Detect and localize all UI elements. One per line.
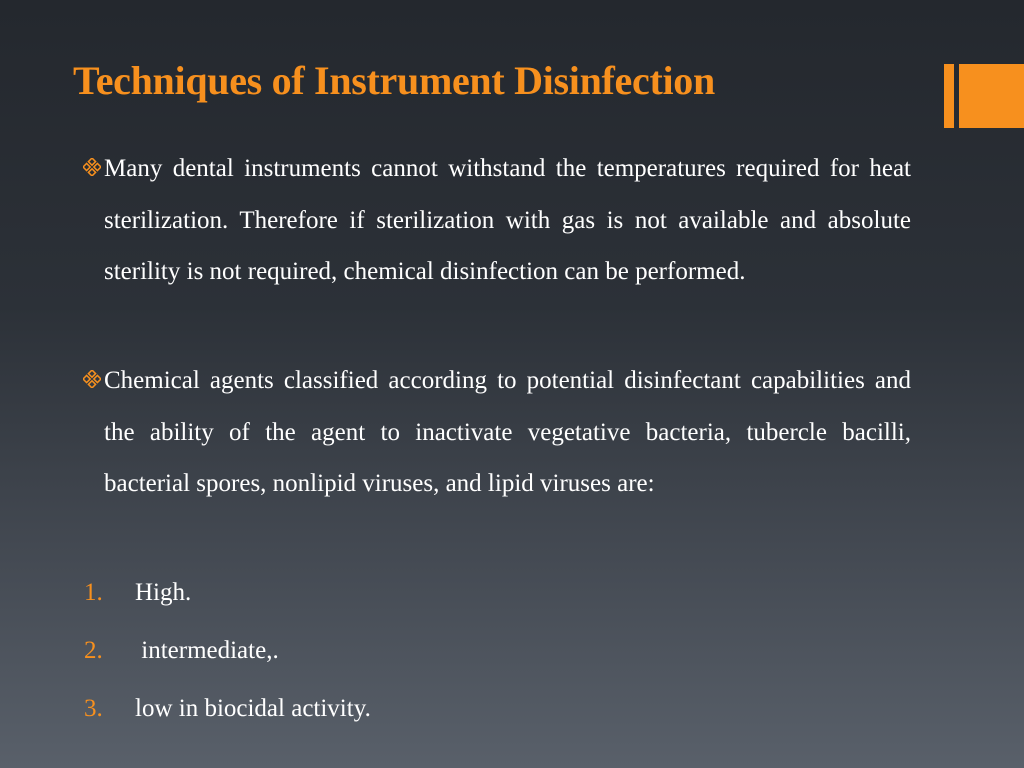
bullet-paragraph: [104, 355, 911, 510]
list-number: 3.: [84, 695, 103, 722]
diamond-bullet-icon: [83, 370, 101, 388]
bullet-text: Chemical agents classified according to potential disinfectant capabilities and the ability of the agent to inactivate vegetative bacteria, tubercle bacilli, bacterial spores, nonlipid viruses, and lipid viruses are:: [104, 367, 911, 497]
list-item-text: intermediate,.: [135, 637, 279, 664]
bullet-text: Many dental instruments cannot withstand the temperatures required for heat sterilization. Therefore if sterilization with gas is not available and absolute sterility is not required, chemical disinfection can be performed.: [104, 155, 911, 285]
slide-title: Techniques of Instrument Disinfection: [73, 58, 715, 103]
diamond-bullet-icon: [83, 158, 101, 176]
list-number: 2.: [84, 637, 103, 664]
list-item-text: low in biocidal activity.: [135, 695, 371, 722]
list-item-text: High.: [135, 579, 192, 606]
list-number: 1.: [84, 579, 103, 606]
bullet-paragraph: [104, 143, 911, 298]
